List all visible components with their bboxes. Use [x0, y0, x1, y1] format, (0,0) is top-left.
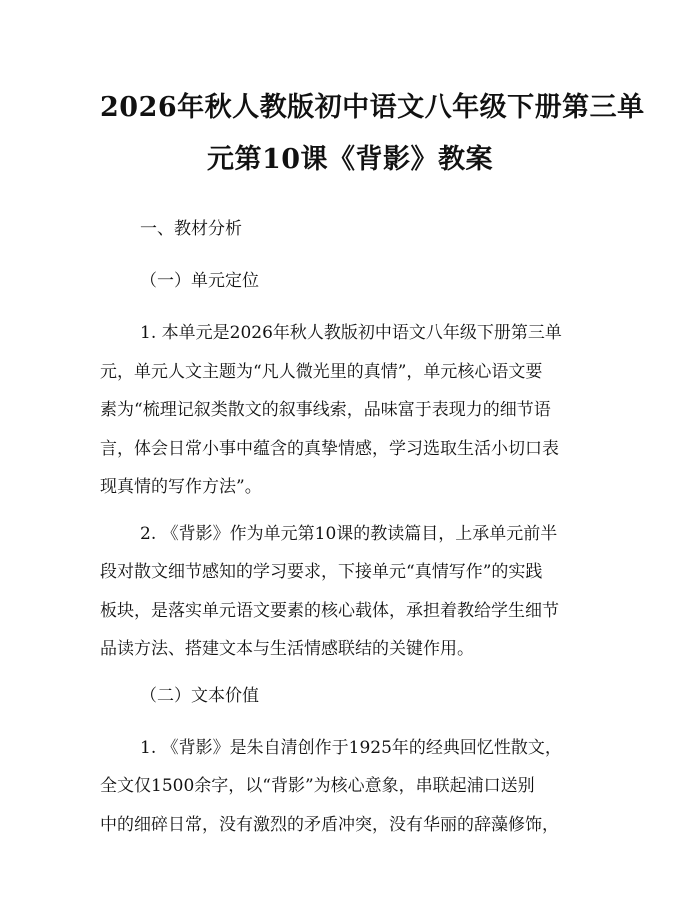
subsection-heading-unit-positioning: （一）单元定位	[140, 271, 259, 291]
paragraph-unit-1	[100, 314, 600, 507]
paragraph-line: 元，单元人文主题为“凡人微光里的真情”，单元核心语文要	[100, 361, 543, 382]
paragraph-line: 素为“梳理记叙类散文的叙事线索，品味富于表现力的细节语	[100, 400, 551, 420]
document-title	[100, 0, 645, 186]
paragraph-line: 2. 《背影》作为单元第10课的教读篇目，上承单元前半	[140, 523, 558, 544]
paragraph-line: 现真情的写作方法”。	[100, 477, 262, 497]
paragraph-line: 品读方法、搭建文本与生活情感联结的关键作用。	[100, 639, 474, 659]
paragraph-unit-2	[100, 515, 600, 669]
paragraph-line: 板块，是落实单元语文要素的核心载体，承担着教给学生细节	[100, 600, 559, 621]
title-line-2: 元第10课《背影》教案	[206, 144, 494, 175]
paragraph-line: 段对散文细节感知的学习要求，下接单元“真情写作”的实践	[100, 562, 543, 582]
paragraph-line: 1. 《背影》是朱自清创作于1925年的经典回忆性散文，	[140, 737, 562, 758]
subsection-heading-text-value: （二）文本价值	[140, 685, 259, 706]
section-heading-textbook-analysis: 一、教材分析	[140, 219, 242, 239]
paragraph-line: 全文仅1500余字，以“背影”为核心意象，串联起浦口送别	[100, 776, 535, 796]
title-line-1: 2026年秋人教版初中语文八年级下册第三单	[100, 92, 645, 123]
paragraph-line: 中的细碎日常，没有激烈的矛盾冲突，没有华丽的辞藻修饰，	[100, 814, 559, 835]
paragraph-line: 1. 本单元是2026年秋人教版初中语文八年级下册第三单	[140, 323, 562, 343]
paragraph-text-value-1	[100, 729, 600, 845]
paragraph-line: 言，体会日常小事中蕴含的真挚情感，学习选取生活小切口表	[100, 438, 559, 459]
